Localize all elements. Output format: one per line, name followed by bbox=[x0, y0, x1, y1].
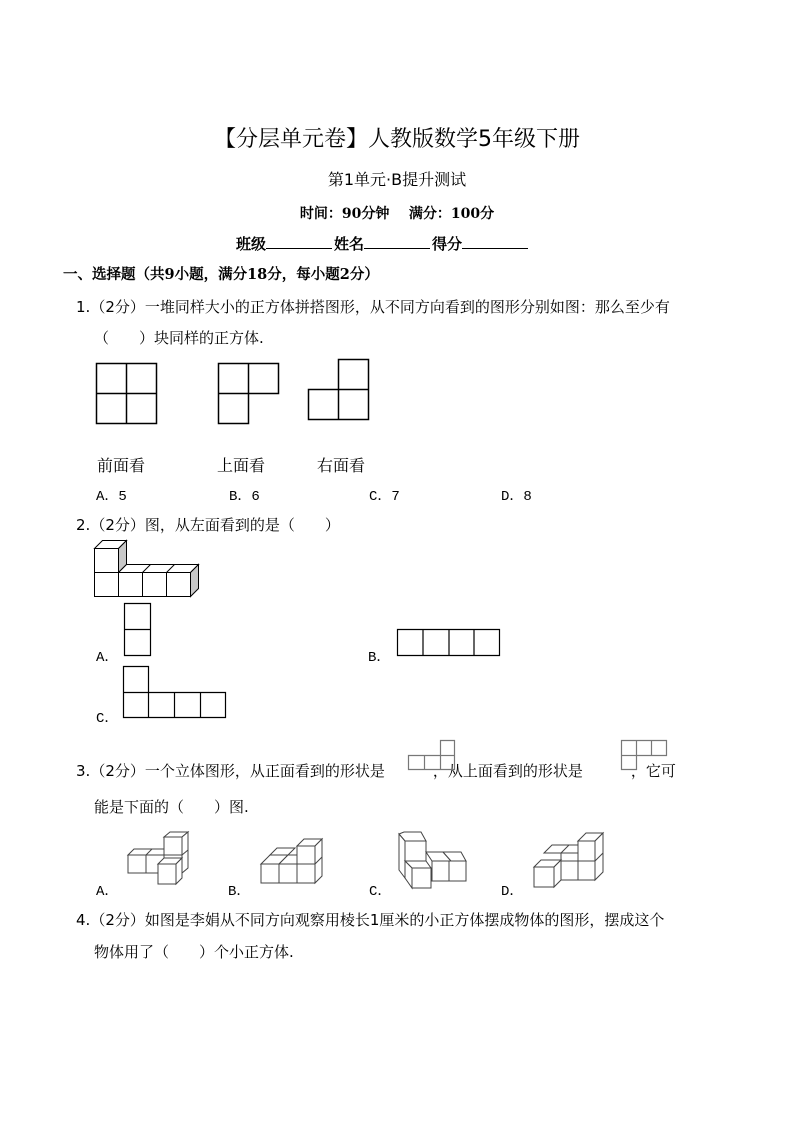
option-b-3d-figure bbox=[260, 838, 326, 890]
question-number: 1. bbox=[76, 298, 91, 316]
question-number: 3. bbox=[76, 762, 91, 780]
view-label-front: 前面看 bbox=[97, 456, 146, 475]
question-text: 图，从左面看到的是（ ） bbox=[144, 516, 340, 534]
class-label: 班级 bbox=[236, 235, 267, 253]
question-text: 如图是李娟从不同方向观察用棱长1厘米的小正方体摆成物体的图形，摆成这个 bbox=[144, 911, 665, 929]
page-title: 【分层单元卷】人教版数学5年级下册 bbox=[214, 127, 580, 152]
top-view-inline-figure bbox=[621, 740, 669, 772]
name-field[interactable] bbox=[364, 234, 430, 249]
cube-arrangement-figure bbox=[94, 540, 204, 600]
option-a[interactable]: A．5 bbox=[96, 489, 127, 505]
question-number: 4. bbox=[76, 911, 91, 929]
option-c[interactable]: C．7 bbox=[369, 489, 400, 505]
question-1-line2: （ ）块同样的正方体. bbox=[94, 329, 264, 347]
option-b[interactable]: B． bbox=[368, 650, 391, 666]
question-points: （2分） bbox=[90, 762, 145, 780]
question-points: （2分） bbox=[90, 298, 145, 316]
option-c[interactable]: C． bbox=[369, 884, 392, 900]
question-points: （2分） bbox=[90, 516, 145, 534]
option-a[interactable]: A． bbox=[96, 884, 119, 900]
score-label: 得分 bbox=[432, 235, 463, 253]
question-1-line1 bbox=[76, 296, 670, 317]
exam-time-score bbox=[0, 203, 794, 223]
top-view-figure bbox=[218, 363, 280, 425]
right-view-figure bbox=[308, 359, 370, 421]
option-a-figure bbox=[124, 603, 152, 657]
question-text-part1: 一个立体图形，从正面看到的形状是 bbox=[144, 762, 385, 780]
question-4-line2: 物体用了（ ）个小正方体. bbox=[94, 943, 294, 961]
question-2-line1 bbox=[76, 514, 340, 535]
question-points: （2分） bbox=[90, 911, 145, 929]
question-text-part3: ，它可 bbox=[630, 762, 676, 780]
full-score: 满分：100分 bbox=[408, 206, 495, 222]
class-field[interactable] bbox=[266, 234, 332, 249]
section-title: 一、选择题（共9小题，满分18分，每小题2分） bbox=[63, 266, 379, 283]
view-label-top: 上面看 bbox=[217, 456, 266, 475]
option-d[interactable]: D．8 bbox=[501, 489, 532, 505]
time-limit: 时间：90分钟 bbox=[299, 206, 390, 222]
question-number: 2. bbox=[76, 516, 91, 534]
page-subtitle: 第1单元·B提升测试 bbox=[327, 170, 467, 189]
option-b[interactable]: B．6 bbox=[229, 489, 260, 505]
option-d-3d-figure bbox=[533, 832, 607, 890]
option-a[interactable]: A． bbox=[96, 650, 119, 666]
student-info-line bbox=[236, 233, 530, 254]
front-view-inline-figure bbox=[408, 740, 456, 772]
option-a-3d-figure bbox=[127, 832, 193, 890]
question-text: 一堆同样大小的正方体拼搭图形，从不同方向看到的图形分别如图：那么至少有 bbox=[144, 298, 670, 316]
option-c[interactable]: C． bbox=[96, 711, 119, 727]
option-b-figure bbox=[397, 629, 501, 657]
view-label-right: 右面看 bbox=[317, 456, 366, 475]
question-3-line1 bbox=[76, 760, 676, 781]
question-3-line2: 能是下面的（ ）图. bbox=[94, 798, 249, 816]
question-text-part2: ，从上面看到的形状是 bbox=[432, 762, 583, 780]
option-d[interactable]: D． bbox=[501, 884, 524, 900]
option-b[interactable]: B． bbox=[228, 884, 251, 900]
question-4-line1 bbox=[76, 909, 664, 930]
option-c-figure bbox=[123, 666, 227, 720]
name-label: 姓名 bbox=[334, 235, 365, 253]
score-field[interactable] bbox=[462, 234, 528, 249]
front-view-figure bbox=[96, 363, 158, 425]
option-c-3d-figure bbox=[398, 832, 468, 890]
